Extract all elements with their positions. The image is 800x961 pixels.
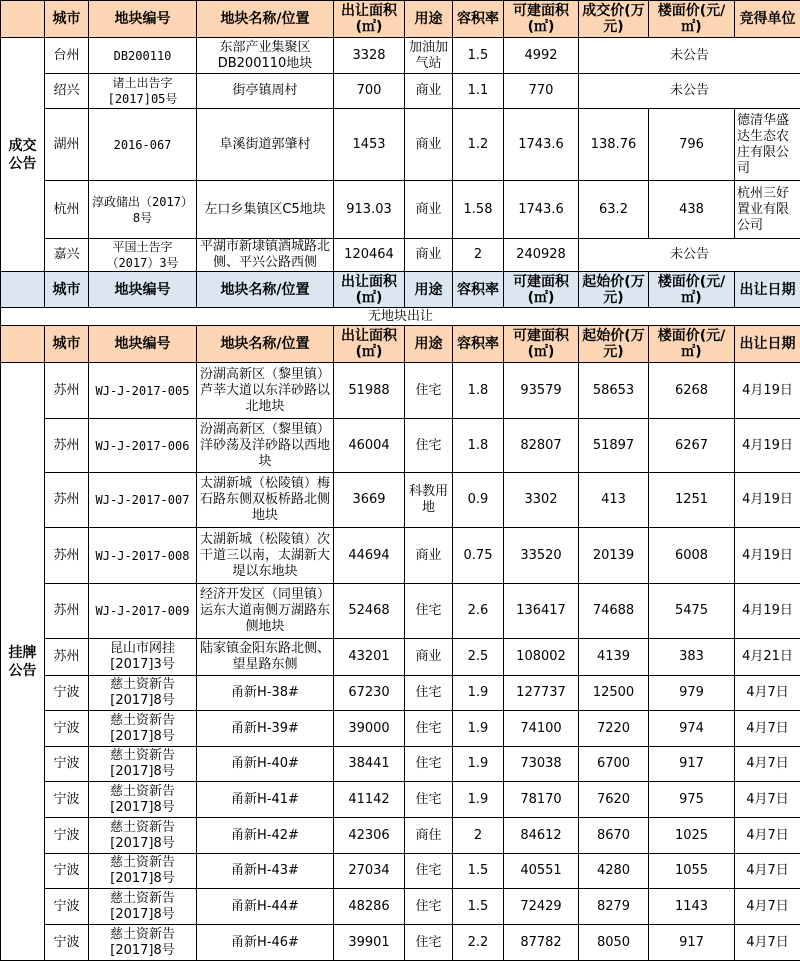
deal-header-cell: 用途 xyxy=(405,1,453,38)
listing-header-row xyxy=(1,272,800,308)
listing-row xyxy=(1,925,800,961)
use-cell: 商业 xyxy=(405,239,453,272)
area-cell: 39901 xyxy=(334,925,405,961)
name-cell: 太湖新城（松陵镇）梅石路东侧双板桥路北侧地块 xyxy=(197,473,334,528)
unit-price-cell: 1251 xyxy=(649,473,735,528)
listing-row xyxy=(1,889,800,925)
deal-row xyxy=(1,38,800,74)
area-cell: 1453 xyxy=(334,109,405,181)
listing-header-cell: 城市 xyxy=(45,326,89,363)
name-cell: 甬新H-42# xyxy=(197,818,334,854)
use-cell: 住宅 xyxy=(405,889,453,925)
city-cell: 湖州 xyxy=(45,109,89,181)
far-cell: 1.9 xyxy=(453,711,504,747)
build-area-cell: 74100 xyxy=(504,711,579,747)
start-price-cell: 8670 xyxy=(579,818,649,854)
name-cell: 左口乡集镇区C5地块 xyxy=(197,181,334,239)
build-area-cell: 72429 xyxy=(504,889,579,925)
unit-price-cell: 383 xyxy=(649,639,735,676)
name-cell: 经济开发区（同里镇）运东大道南侧万湖路东侧地块 xyxy=(197,584,334,639)
area-cell: 51988 xyxy=(334,363,405,419)
unit-price-cell: 979 xyxy=(649,676,735,711)
city-cell: 宁波 xyxy=(45,818,89,854)
deal-header-cell: 成交价(万元) xyxy=(579,1,649,38)
build-area-cell: 240928 xyxy=(504,239,579,272)
area-cell: 42306 xyxy=(334,818,405,854)
code-cell: 淳政储出（2017）8号 xyxy=(89,181,197,239)
far-cell: 1.58 xyxy=(453,181,504,239)
city-cell: 苏州 xyxy=(45,473,89,528)
deal-header-blank xyxy=(1,1,45,38)
build-area-cell: 87782 xyxy=(504,925,579,961)
name-cell: 甬新H-39# xyxy=(197,711,334,747)
code-cell: DB200110 xyxy=(89,38,197,74)
unit-price-cell: 6267 xyxy=(649,419,735,473)
city-cell: 宁波 xyxy=(45,676,89,711)
winner-cell: 杭州三好置业有限公司 xyxy=(735,181,800,239)
use-cell: 住宅 xyxy=(405,711,453,747)
deal-row xyxy=(1,109,800,181)
unit-price-cell: 917 xyxy=(649,747,735,782)
listing-row xyxy=(1,747,800,782)
use-cell: 商业 xyxy=(405,181,453,239)
listing-header-cell: 地块名称/位置 xyxy=(197,272,334,308)
date-cell: 4月7日 xyxy=(735,676,800,711)
far-cell: 1.8 xyxy=(453,419,504,473)
use-cell: 住宅 xyxy=(405,854,453,889)
start-price-cell: 4280 xyxy=(579,854,649,889)
far-cell: 1.2 xyxy=(453,109,504,181)
far-cell: 2.2 xyxy=(453,925,504,961)
far-cell: 2 xyxy=(453,818,504,854)
use-cell: 住宅 xyxy=(405,676,453,711)
area-cell: 67230 xyxy=(334,676,405,711)
code-cell: 慈土资新告[2017]8号 xyxy=(89,747,197,782)
listing-header-blank xyxy=(1,272,45,308)
far-cell: 1.8 xyxy=(453,363,504,419)
deal-header-cell: 地块名称/位置 xyxy=(197,1,334,38)
build-area-cell: 1743.6 xyxy=(504,109,579,181)
code-cell: 慈土资新告[2017]8号 xyxy=(89,818,197,854)
listing-header-cell: 起始价(万元) xyxy=(579,326,649,363)
code-cell: 慈土资新告[2017]8号 xyxy=(89,782,197,818)
listing-header-cell: 容积率 xyxy=(453,272,504,308)
listing-header-cell: 出让日期 xyxy=(735,272,800,308)
name-cell: 东部产业集聚区DB200110地块 xyxy=(197,38,334,74)
city-cell: 宁波 xyxy=(45,854,89,889)
status-cell: 未公告 xyxy=(579,38,800,74)
area-cell: 46004 xyxy=(334,419,405,473)
build-area-cell: 3302 xyxy=(504,473,579,528)
build-area-cell: 127737 xyxy=(504,676,579,711)
use-cell: 商业 xyxy=(405,639,453,676)
far-cell: 1.9 xyxy=(453,676,504,711)
unit-price-cell: 1025 xyxy=(649,818,735,854)
date-cell: 4月19日 xyxy=(735,473,800,528)
far-cell: 1.9 xyxy=(453,747,504,782)
city-cell: 苏州 xyxy=(45,528,89,584)
area-cell: 39000 xyxy=(334,711,405,747)
listing-header-cell: 楼面价(元/㎡) xyxy=(649,326,735,363)
area-cell: 3328 xyxy=(334,38,405,74)
use-cell: 住宅 xyxy=(405,584,453,639)
area-cell: 913.03 xyxy=(334,181,405,239)
name-cell: 平湖市新埭镇酒城路北侧、平兴公路西侧 xyxy=(197,239,334,272)
name-cell: 甬新H-40# xyxy=(197,747,334,782)
listing-row xyxy=(1,473,800,528)
listing-row xyxy=(1,818,800,854)
start-price-cell: 8279 xyxy=(579,889,649,925)
name-cell: 甬新H-46# xyxy=(197,925,334,961)
use-cell: 住宅 xyxy=(405,419,453,473)
name-cell: 汾湖高新区（黎里镇）芦莘大道以东洋砂路以北地块 xyxy=(197,363,334,419)
date-cell: 4月7日 xyxy=(735,711,800,747)
listing-row xyxy=(1,854,800,889)
build-area-cell: 4992 xyxy=(504,38,579,74)
code-cell: WJ-J-2017-005 xyxy=(89,363,197,419)
date-cell: 4月7日 xyxy=(735,747,800,782)
city-cell: 苏州 xyxy=(45,584,89,639)
start-price-cell: 12500 xyxy=(579,676,649,711)
build-area-cell: 82807 xyxy=(504,419,579,473)
name-cell: 甬新H-38# xyxy=(197,676,334,711)
start-price-cell: 8050 xyxy=(579,925,649,961)
unit-price-cell: 5475 xyxy=(649,584,735,639)
listing-header-cell: 城市 xyxy=(45,272,89,308)
listing-header-row xyxy=(1,326,800,363)
code-cell: 慈土资新告[2017]8号 xyxy=(89,889,197,925)
far-cell: 2.6 xyxy=(453,584,504,639)
no-land-text: 无地块出让 xyxy=(1,308,800,326)
date-cell: 4月7日 xyxy=(735,889,800,925)
city-cell: 宁波 xyxy=(45,889,89,925)
name-cell: 汾湖高新区（黎里镇）洋砂荡及洋砂路以西地块 xyxy=(197,419,334,473)
use-cell: 商业 xyxy=(405,109,453,181)
name-cell: 太湖新城（松陵镇）次干道三以南，太湖新大堤以东地块 xyxy=(197,528,334,584)
date-cell: 4月19日 xyxy=(735,363,800,419)
listing-header-cell: 楼面价(元/㎡) xyxy=(649,272,735,308)
listing-row xyxy=(1,676,800,711)
start-price-cell: 413 xyxy=(579,473,649,528)
listing-row xyxy=(1,528,800,584)
deal-header-cell: 竞得单位 xyxy=(735,1,800,38)
code-cell: 平国土告字（2017）3号 xyxy=(89,239,197,272)
listing-header-cell: 地块编号 xyxy=(89,272,197,308)
listing-row xyxy=(1,711,800,747)
name-cell: 甬新H-43# xyxy=(197,854,334,889)
deal-header-cell: 可建面积(㎡) xyxy=(504,1,579,38)
code-cell: WJ-J-2017-007 xyxy=(89,473,197,528)
unit-price-cell: 974 xyxy=(649,711,735,747)
start-price-cell: 7620 xyxy=(579,782,649,818)
use-cell: 加油加气站 xyxy=(405,38,453,74)
far-cell: 1.5 xyxy=(453,889,504,925)
listing-header-cell: 起始价(万元) xyxy=(579,272,649,308)
code-cell: 慈土资新告[2017]8号 xyxy=(89,925,197,961)
unit-price-cell: 1055 xyxy=(649,854,735,889)
deal-header-cell: 城市 xyxy=(45,1,89,38)
city-cell: 绍兴 xyxy=(45,74,89,109)
far-cell: 1.1 xyxy=(453,74,504,109)
build-area-cell: 108002 xyxy=(504,639,579,676)
code-cell: 慈土资新告[2017]8号 xyxy=(89,711,197,747)
start-price-cell: 51897 xyxy=(579,419,649,473)
listing-row xyxy=(1,584,800,639)
listing-section-label: 挂牌公告 xyxy=(1,363,45,961)
unit-price-cell: 438 xyxy=(649,181,735,239)
area-cell: 48286 xyxy=(334,889,405,925)
unit-price-cell: 975 xyxy=(649,782,735,818)
listing-header-cell: 出让面积(㎡) xyxy=(334,272,405,308)
code-cell: 2016-067 xyxy=(89,109,197,181)
deal-price-cell: 138.76 xyxy=(579,109,649,181)
area-cell: 120464 xyxy=(334,239,405,272)
build-area-cell: 136417 xyxy=(504,584,579,639)
far-cell: 2 xyxy=(453,239,504,272)
build-area-cell: 78170 xyxy=(504,782,579,818)
city-cell: 苏州 xyxy=(45,639,89,676)
build-area-cell: 33520 xyxy=(504,528,579,584)
listing-header-cell: 用途 xyxy=(405,326,453,363)
deal-header-row xyxy=(1,1,800,38)
listing-header-cell: 出让日期 xyxy=(735,326,800,363)
name-cell: 甬新H-41# xyxy=(197,782,334,818)
area-cell: 43201 xyxy=(334,639,405,676)
status-cell: 未公告 xyxy=(579,74,800,109)
name-cell: 街亭镇周村 xyxy=(197,74,334,109)
date-cell: 4月7日 xyxy=(735,782,800,818)
date-cell: 4月7日 xyxy=(735,818,800,854)
area-cell: 41142 xyxy=(334,782,405,818)
far-cell: 1.5 xyxy=(453,854,504,889)
city-cell: 宁波 xyxy=(45,711,89,747)
area-cell: 700 xyxy=(334,74,405,109)
city-cell: 宁波 xyxy=(45,747,89,782)
use-cell: 住宅 xyxy=(405,925,453,961)
listing-row xyxy=(1,419,800,473)
listing-row xyxy=(1,639,800,676)
deal-header-cell: 容积率 xyxy=(453,1,504,38)
start-price-cell: 74688 xyxy=(579,584,649,639)
city-cell: 苏州 xyxy=(45,363,89,419)
unit-price-cell: 917 xyxy=(649,925,735,961)
deal-header-cell: 楼面价(元/㎡) xyxy=(649,1,735,38)
use-cell: 商业 xyxy=(405,528,453,584)
name-cell: 甬新H-44# xyxy=(197,889,334,925)
listing-header-cell: 可建面积(㎡) xyxy=(504,272,579,308)
date-cell: 4月19日 xyxy=(735,584,800,639)
area-cell: 27034 xyxy=(334,854,405,889)
start-price-cell: 20139 xyxy=(579,528,649,584)
city-cell: 杭州 xyxy=(45,181,89,239)
deal-header-cell: 地块编号 xyxy=(89,1,197,38)
deal-price-cell: 63.2 xyxy=(579,181,649,239)
listing-header-cell: 容积率 xyxy=(453,326,504,363)
build-area-cell: 73038 xyxy=(504,747,579,782)
use-cell: 住宅 xyxy=(405,363,453,419)
build-area-cell: 770 xyxy=(504,74,579,109)
use-cell: 商住 xyxy=(405,818,453,854)
listing-header-blank xyxy=(1,326,45,363)
deal-row xyxy=(1,181,800,239)
far-cell: 1.5 xyxy=(453,38,504,74)
start-price-cell: 58653 xyxy=(579,363,649,419)
unit-price-cell: 6008 xyxy=(649,528,735,584)
listing-header-cell: 用途 xyxy=(405,272,453,308)
city-cell: 宁波 xyxy=(45,782,89,818)
use-cell: 住宅 xyxy=(405,747,453,782)
deal-row xyxy=(1,74,800,109)
build-area-cell: 40551 xyxy=(504,854,579,889)
far-cell: 1.9 xyxy=(453,782,504,818)
listing-header-cell: 出让面积(㎡) xyxy=(334,326,405,363)
code-cell: WJ-J-2017-006 xyxy=(89,419,197,473)
date-cell: 4月19日 xyxy=(735,419,800,473)
name-cell: 阜溪街道郭肇村 xyxy=(197,109,334,181)
status-cell: 未公告 xyxy=(579,239,800,272)
date-cell: 4月7日 xyxy=(735,854,800,889)
code-cell: WJ-J-2017-008 xyxy=(89,528,197,584)
code-cell: 诸土出告字[2017]05号 xyxy=(89,74,197,109)
far-cell: 0.75 xyxy=(453,528,504,584)
code-cell: WJ-J-2017-009 xyxy=(89,584,197,639)
city-cell: 台州 xyxy=(45,38,89,74)
listing-row xyxy=(1,363,800,419)
area-cell: 44694 xyxy=(334,528,405,584)
city-cell: 宁波 xyxy=(45,925,89,961)
build-area-cell: 1743.6 xyxy=(504,181,579,239)
city-cell: 苏州 xyxy=(45,419,89,473)
use-cell: 科教用地 xyxy=(405,473,453,528)
start-price-cell: 4139 xyxy=(579,639,649,676)
use-cell: 住宅 xyxy=(405,782,453,818)
date-cell: 4月19日 xyxy=(735,528,800,584)
unit-price-cell: 6268 xyxy=(649,363,735,419)
deal-section-label: 成交公告 xyxy=(1,38,45,272)
build-area-cell: 93579 xyxy=(504,363,579,419)
date-cell: 4月21日 xyxy=(735,639,800,676)
listing-header-cell: 地块编号 xyxy=(89,326,197,363)
winner-cell: 德清华盛达生态农庄有限公司 xyxy=(735,109,800,181)
start-price-cell: 7220 xyxy=(579,711,649,747)
listing-header-cell: 可建面积(㎡) xyxy=(504,326,579,363)
code-cell: 慈土资新告[2017]8号 xyxy=(89,854,197,889)
area-cell: 3669 xyxy=(334,473,405,528)
listing-row xyxy=(1,782,800,818)
date-cell: 4月7日 xyxy=(735,925,800,961)
area-cell: 38441 xyxy=(334,747,405,782)
unit-price-cell: 1143 xyxy=(649,889,735,925)
use-cell: 商业 xyxy=(405,74,453,109)
unit-price-cell: 796 xyxy=(649,109,735,181)
deal-header-cell: 出让面积(㎡) xyxy=(334,1,405,38)
far-cell: 0.9 xyxy=(453,473,504,528)
deal-row xyxy=(1,239,800,272)
city-cell: 嘉兴 xyxy=(45,239,89,272)
listing-header-cell: 地块名称/位置 xyxy=(197,326,334,363)
code-cell: 慈土资新告[2017]8号 xyxy=(89,676,197,711)
start-price-cell: 6700 xyxy=(579,747,649,782)
no-land-row xyxy=(1,308,800,326)
code-cell: 昆山市网挂[2017]3号 xyxy=(89,639,197,676)
name-cell: 陆家镇金阳东路北侧、望星路东侧 xyxy=(197,639,334,676)
area-cell: 52468 xyxy=(334,584,405,639)
far-cell: 2.5 xyxy=(453,639,504,676)
build-area-cell: 84612 xyxy=(504,818,579,854)
